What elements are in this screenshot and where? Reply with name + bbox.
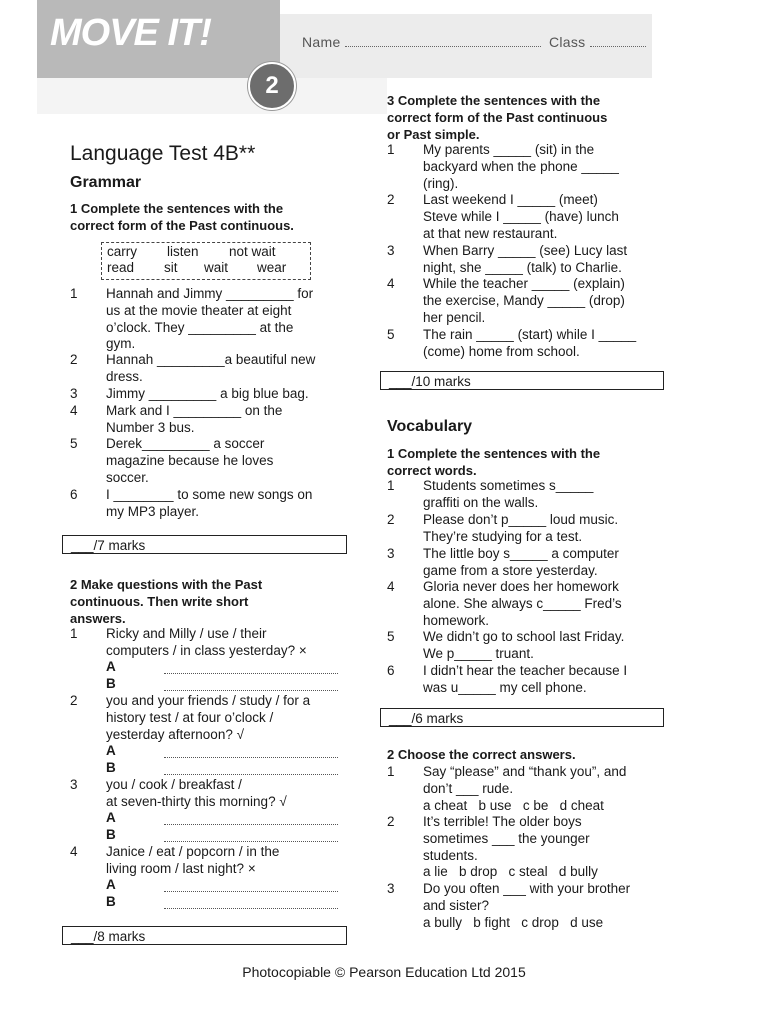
brand-logo: MOVE IT! bbox=[50, 12, 211, 54]
answer-line[interactable] bbox=[164, 757, 338, 758]
footer-copyright: Photocopiable © Pearson Education Ltd 2015 bbox=[242, 964, 526, 980]
answer-line[interactable] bbox=[164, 774, 338, 775]
list-item: 4 Gloria never does her homework alone. She always c_____ Fred’s homework. bbox=[387, 579, 622, 628]
marks-box[interactable]: ___/8 marks bbox=[62, 926, 347, 945]
grammar-ex1-instruction: 1 Complete the sentences with the correct form of the Past continuous. bbox=[70, 201, 294, 233]
grammar-heading: Grammar bbox=[70, 174, 142, 191]
answer-line[interactable] bbox=[164, 841, 338, 842]
name-class-field bbox=[302, 34, 646, 50]
list-item: 4 While the teacher _____ (explain) the exercise, Mandy _____ (drop) her pencil. bbox=[387, 276, 625, 325]
word: listen bbox=[167, 244, 199, 259]
vocab-ex2-instruction: 2 Choose the correct answers. bbox=[387, 747, 576, 762]
list-item: 1 Say “please” and “thank you”, and don’t ___ rude. a cheat b use c be d cheat bbox=[387, 764, 627, 813]
vocab-ex1-instruction: 1 Complete the sentences with the correct words. bbox=[387, 446, 601, 478]
grammar-ex3-instruction: 3 Complete the sentences with the correct form of the Past continuous or Past simple. bbox=[387, 93, 608, 142]
word: not wait bbox=[229, 244, 276, 259]
list-item: 3 Jimmy _________ a big blue bag. bbox=[70, 386, 309, 401]
name-label: Name bbox=[302, 34, 341, 50]
answer-options[interactable]: a cheat b use c be d cheat bbox=[423, 797, 604, 813]
vocabulary-heading: Vocabulary bbox=[387, 418, 473, 435]
list-item: 2 Please don’t p_____ loud music. They’re studying for a test. bbox=[387, 512, 619, 544]
answer-line[interactable] bbox=[164, 891, 338, 892]
list-item: 1 Ricky and Milly / use / their computers / in class yesterday? × bbox=[70, 626, 307, 658]
word: carry bbox=[107, 244, 137, 259]
answer-line[interactable] bbox=[164, 908, 338, 909]
unit-badge: 2 bbox=[248, 62, 296, 110]
grammar-ex2-instruction: 2 Make questions with the Past continuous. Then write short answers. bbox=[70, 577, 263, 626]
word-box bbox=[101, 242, 311, 280]
answer-b-label: B bbox=[106, 760, 116, 775]
page-title: Language Test 4B** bbox=[70, 142, 256, 165]
list-item: 2 Last weekend I _____ (meet) Steve while I _____ (have) lunch at that new restaurant. bbox=[387, 192, 619, 241]
answer-b-label: B bbox=[106, 676, 116, 691]
class-label: Class bbox=[548, 34, 586, 50]
list-item: 5 Derek_________ a soccer magazine because he loves soccer. bbox=[70, 436, 274, 485]
list-item: 2 It’s terrible! The older boys sometimes ___ the younger students. a lie b drop c steal d bully bbox=[387, 814, 598, 880]
answer-options[interactable]: a lie b drop c steal d bully bbox=[423, 864, 598, 880]
list-item: 5 We didn’t go to school last Friday. We p_____ truant. bbox=[387, 629, 625, 661]
marks-box[interactable]: ___/7 marks bbox=[62, 535, 347, 554]
list-item: 6 I didn’t hear the teacher because I was u_____ my cell phone. bbox=[387, 663, 628, 695]
answer-a-label: A bbox=[106, 810, 116, 825]
word: read bbox=[107, 260, 135, 275]
marks-box[interactable]: ___/10 marks bbox=[380, 371, 664, 390]
list-item: 3 The little boy s_____ a computer game from a store yesterday. bbox=[387, 546, 619, 578]
list-item: 3 When Barry _____ (see) Lucy last night, she _____ (talk) to Charlie. bbox=[387, 243, 628, 275]
list-item: 3 you / cook / breakfast / at seven-thirty this morning? √ bbox=[70, 777, 287, 809]
list-item: 4 Janice / eat / popcorn / in the living room / last night? × bbox=[70, 844, 280, 876]
list-item: 1 Hannah and Jimmy _________ for us at the movie theater at eight o’clock. They _________ at the gym. bbox=[70, 286, 314, 352]
answer-line[interactable] bbox=[164, 824, 338, 825]
word: wait bbox=[204, 260, 229, 275]
answer-a-label: A bbox=[106, 877, 116, 892]
answer-b-label: B bbox=[106, 827, 116, 842]
word: wear bbox=[257, 260, 287, 275]
answer-b-label: B bbox=[106, 894, 116, 909]
answer-a-label: A bbox=[106, 743, 116, 758]
list-item: 2 Hannah _________a beautiful new dress. bbox=[70, 352, 316, 384]
answer-line[interactable] bbox=[164, 690, 338, 691]
list-item: 6 I ________ to some new songs on my MP3 player. bbox=[70, 487, 313, 519]
list-item: 4 Mark and I _________ on the Number 3 bus. bbox=[70, 403, 283, 435]
marks-box[interactable]: ___/6 marks bbox=[380, 708, 664, 727]
word: sit bbox=[164, 260, 178, 275]
list-item: 1 Students sometimes s_____ graffiti on the walls. bbox=[387, 478, 594, 510]
list-item: 2 you and your friends / study / for a history test / at four o’clock / yesterday afternoon? √ bbox=[70, 693, 311, 742]
list-item: 5 The rain _____ (start) while I _____ (come) home from school. bbox=[387, 327, 637, 359]
answer-line[interactable] bbox=[164, 673, 338, 674]
list-item: 1 My parents _____ (sit) in the backyard when the phone _____ (ring). bbox=[387, 142, 619, 191]
name-line[interactable] bbox=[345, 36, 541, 47]
header-shade bbox=[37, 78, 387, 114]
list-item: 3 Do you often ___ with your brother and sister? a bully b fight c drop d use bbox=[387, 881, 631, 930]
class-line[interactable] bbox=[590, 36, 646, 47]
answer-options[interactable]: a bully b fight c drop d use bbox=[423, 914, 604, 930]
answer-a-label: A bbox=[106, 659, 116, 674]
